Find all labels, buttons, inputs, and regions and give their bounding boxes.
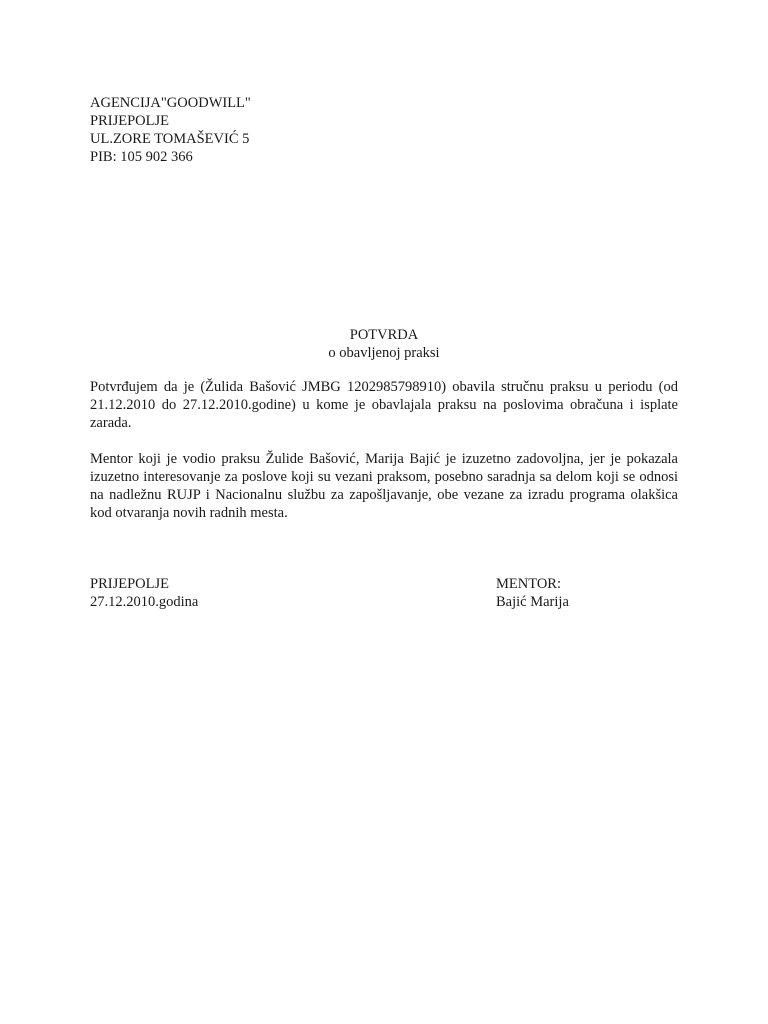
agency-street: UL.ZORE TOMAŠEVIĆ 5 <box>90 131 250 147</box>
paragraph-text: Mentor koji je vodio praksu Žulide Bašović, Marija Bajić je izuzetno zadovoljna, jer je pokazala izuzetno interesovanje za poslove koji su vezani praksom, posebno saradnja sa delom koji se odnosi na nadležnu RUJP i Nacionalnu službu za zapošljavanje, obe vezane za izradu programa olakšica kod otvaranja novih radnih mesta. <box>90 451 678 521</box>
agency-name: AGENCIJA"GOODWILL" <box>90 95 251 111</box>
agency-tax-id: PIB: 105 902 366 <box>90 149 193 165</box>
document-title-block <box>0 326 768 362</box>
paragraph-text: Potvrđujem da je (Žulida Bašović JMBG 1202985798910) obavila stručnu praksu u periodu (od 21.12.2010 do 27.12.2010.godine) u kome je obavlajala praksu na poslovima obračuna i isplate zarada. <box>90 379 678 431</box>
place-date-block <box>90 575 198 611</box>
body-paragraph-1 <box>90 378 678 432</box>
sender-address-block <box>90 94 251 166</box>
signature-place: PRIJEPOLJE <box>90 576 169 592</box>
mentor-label: MENTOR: <box>496 576 561 592</box>
document-subtitle: o obavljenoj praksi <box>328 345 440 361</box>
body-paragraph-2 <box>90 450 678 522</box>
signature-date: 27.12.2010.godina <box>90 594 199 610</box>
document-title: POTVRDA <box>349 327 419 343</box>
mentor-block <box>496 575 569 611</box>
agency-city: PRIJEPOLJE <box>90 113 169 129</box>
mentor-name: Bajić Marija <box>496 594 569 610</box>
